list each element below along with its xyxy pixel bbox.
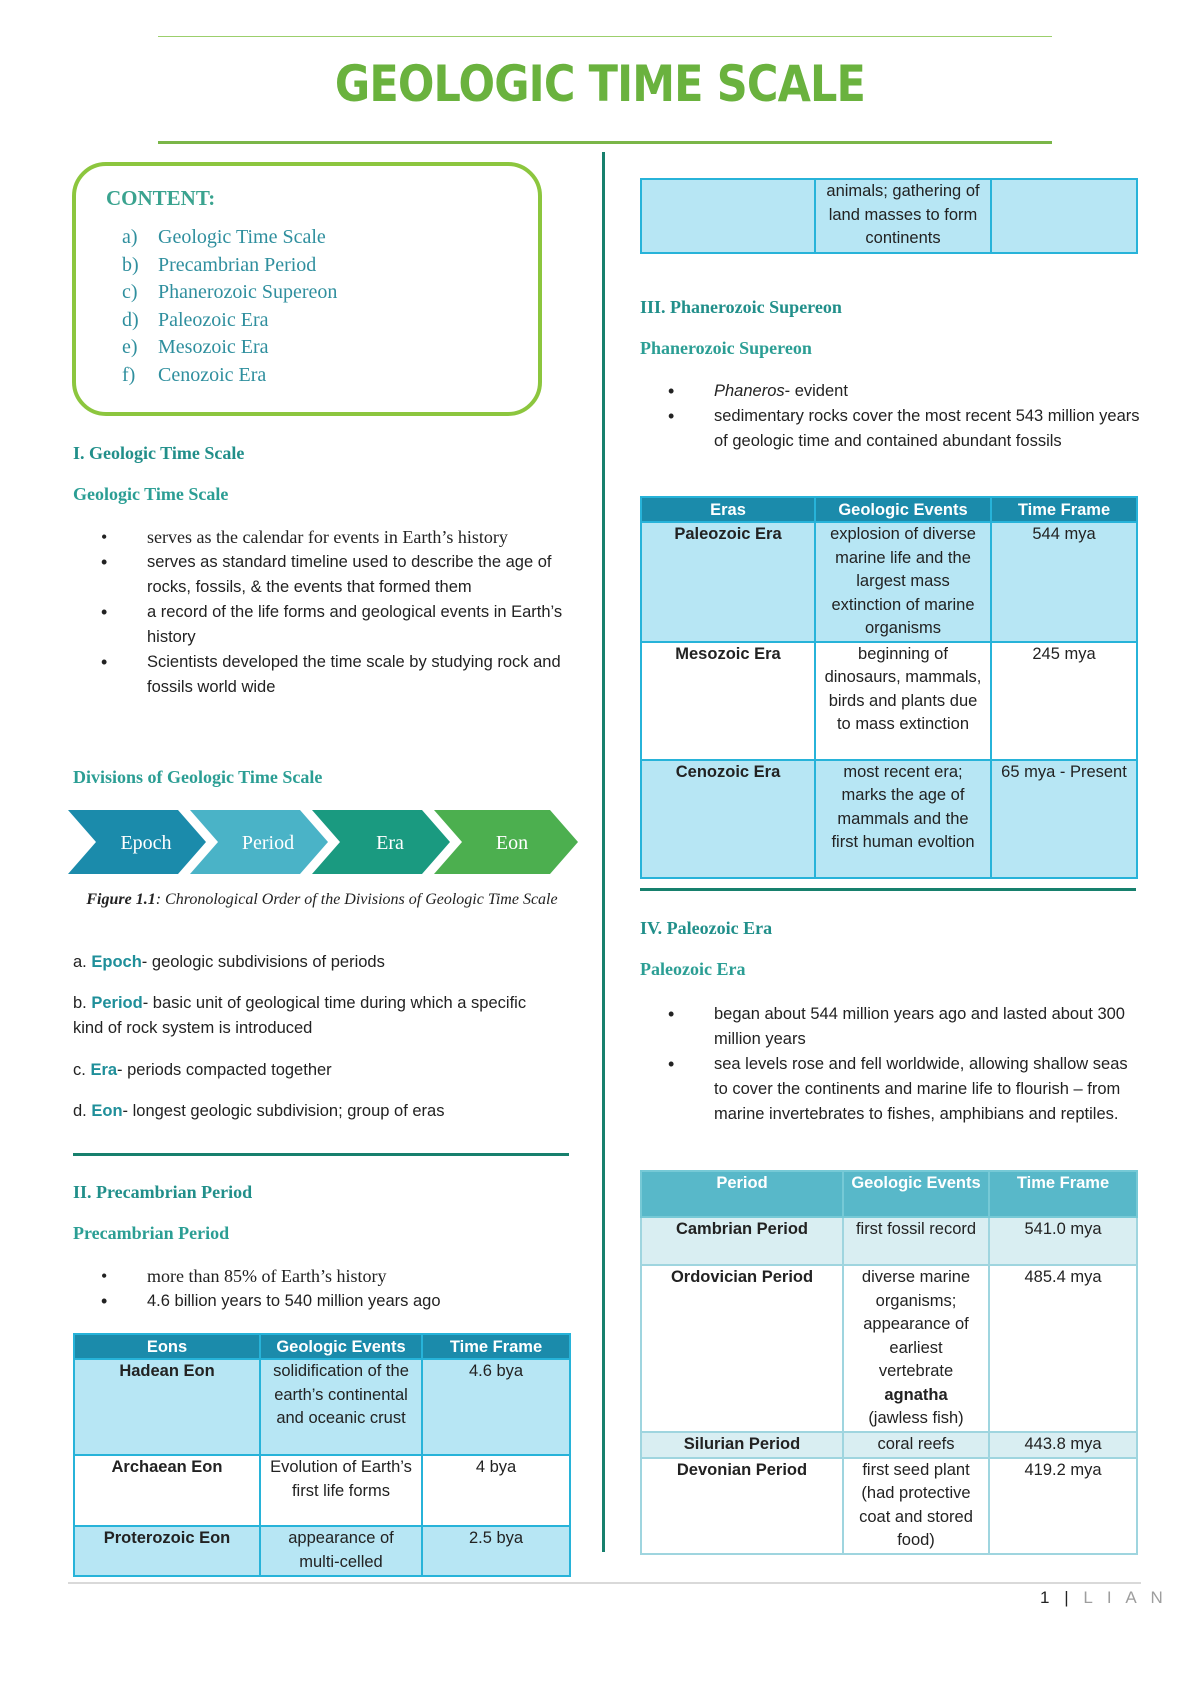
table-row	[641, 522, 1137, 642]
chevron-label-eon: Eon	[495, 832, 529, 854]
section-1-subheading: Geologic Time Scale	[73, 484, 229, 504]
section-2-bullets	[73, 1264, 583, 1314]
table-cell: Cambrian Period	[641, 1217, 843, 1265]
table-cell	[843, 1265, 989, 1432]
section-3-bullets	[640, 379, 1140, 454]
table-row	[641, 642, 1137, 760]
section-2-subheading: Precambrian Period	[73, 1223, 230, 1243]
table-row	[74, 1455, 570, 1526]
table-cell: 544 mya	[991, 522, 1137, 642]
section-2-heading: II. Precambrian Period	[73, 1182, 253, 1202]
top-rule	[158, 36, 1052, 37]
ordovician-events: diverse marine organisms; appearance of earliest vertebrate	[861, 1268, 971, 1380]
page-footer	[1040, 1588, 1168, 1608]
page-title: GEOLOGIC TIME SCALE	[334, 55, 866, 113]
definition-period: b. Period- basic unit of geological time during which a specific kind of rock system is introduced	[73, 994, 527, 1037]
table-cell: 419.2 mya	[989, 1458, 1137, 1554]
bullet-item: • more than 85% of Earth’s history	[73, 1264, 583, 1289]
table-cell: Silurian Period	[641, 1432, 843, 1458]
table-cell: Ordovician Period	[641, 1265, 843, 1432]
table-cell: 65 mya - Present	[991, 760, 1137, 878]
table-row	[641, 1458, 1137, 1554]
footer-signature: L I A N	[1083, 1588, 1168, 1607]
table-header-row	[74, 1334, 570, 1359]
table-cell	[991, 179, 1137, 253]
content-list	[122, 226, 337, 391]
table-cell: 245 mya	[991, 642, 1137, 760]
eons-table	[73, 1333, 571, 1577]
content-item[interactable]: c) Phanerozoic Supereon	[122, 281, 338, 303]
bullet-item: • 4.6 billion years to 540 million years ago	[73, 1289, 583, 1314]
section-1-heading: I. Geologic Time Scale	[73, 443, 245, 463]
table-row	[641, 1432, 1137, 1458]
bullet-item: • Scientists developed the time scale by studying rock and fossils world wide	[73, 650, 583, 700]
table-cell: solidification of the earth’s continental and oceanic crust	[260, 1359, 422, 1455]
divisions-chevron-diagram	[68, 810, 580, 874]
section-3-heading: III. Phanerozoic Supereon	[640, 297, 842, 317]
section-divider	[73, 1153, 569, 1156]
bullet-item: • serves as the calendar for events in Earth’s history	[73, 525, 583, 550]
table-row	[641, 1217, 1137, 1265]
eons-table-continued	[640, 178, 1138, 254]
title-underline	[158, 141, 1052, 144]
table-row	[74, 1526, 570, 1576]
table-cell: 4.6 bya	[422, 1359, 570, 1455]
table-header: Period	[641, 1171, 843, 1217]
content-box	[72, 162, 542, 416]
phaneros-term: Phaneros	[714, 382, 785, 400]
table-header: Time Frame	[989, 1171, 1137, 1217]
table-cell: beginning of dinosaurs, mammals, birds and plants due to mass extinction	[815, 642, 991, 760]
table-cell: animals; gathering of land masses to form continents	[815, 179, 991, 253]
ordovician-agnatha: agnatha	[884, 1385, 948, 1404]
section-divider	[640, 888, 1136, 891]
footer-separator: |	[1064, 1588, 1074, 1607]
section-4-subheading: Paleozoic Era	[640, 959, 746, 979]
content-item[interactable]: f) Cenozoic Era	[122, 363, 267, 386]
table-header-row	[641, 497, 1137, 522]
content-item[interactable]: d) Paleozoic Era	[122, 308, 269, 331]
figure-caption	[72, 888, 572, 911]
table-header: Time Frame	[422, 1334, 570, 1359]
table-cell: Evolution of Earth’s first life forms	[260, 1455, 422, 1526]
section-4-bullets	[640, 1002, 1145, 1127]
table-cell: most recent era; marks the age of mammals and the first human evoltion	[815, 760, 991, 878]
content-item[interactable]: a) Geologic Time Scale	[122, 226, 326, 248]
ordovician-jawless: (jawless fish)	[868, 1409, 964, 1427]
divisions-heading: Divisions of Geologic Time Scale	[73, 767, 323, 787]
table-cell: first seed plant (had protective coat and stored food)	[843, 1458, 989, 1554]
bullet-item: • began about 544 million years ago and lasted about 300 million years	[640, 1002, 1145, 1052]
table-cell: 443.8 mya	[989, 1432, 1137, 1458]
table-cell: coral reefs	[843, 1432, 989, 1458]
table-header-row	[641, 1171, 1137, 1217]
table-cell: Paleozoic Era	[641, 522, 815, 642]
bullet-item: • sedimentary rocks cover the most recent 543 million years of geologic time and contained abundant fossils	[640, 404, 1140, 454]
table-header: Geologic Events	[815, 497, 991, 522]
page-number: 1	[1040, 1588, 1055, 1607]
table-cell: 541.0 mya	[989, 1217, 1137, 1265]
table-cell: 485.4 mya	[989, 1265, 1137, 1432]
table-cell: Archaean Eon	[74, 1455, 260, 1526]
table-cell: 4 bya	[422, 1455, 570, 1526]
definition-era: c. Era- periods compacted together	[73, 1061, 332, 1079]
table-row	[641, 1265, 1137, 1432]
table-cell: appearance of multi-celled	[260, 1526, 422, 1576]
table-row	[74, 1359, 570, 1455]
table-header: Geologic Events	[260, 1334, 422, 1359]
chevron-label-period: Period	[241, 832, 295, 854]
figure-caption-text: : Chronological Order of the Divisions of Geologic Time Scale	[155, 891, 558, 908]
bullet-item: • Phaneros- evident	[640, 379, 1140, 404]
bullet-item: • sea levels rose and fell worldwide, allowing shallow seas to cover the continents and marine life to flourish – from marine invertebrates to fishes, amphibians and reptiles.	[640, 1052, 1145, 1127]
table-cell: Mesozoic Era	[641, 642, 815, 760]
section-1-bullets	[73, 525, 583, 700]
chevron-label-epoch: Epoch	[120, 832, 172, 854]
table-row	[641, 179, 1137, 253]
table-cell: Cenozoic Era	[641, 760, 815, 878]
table-header: Eons	[74, 1334, 260, 1359]
table-cell: explosion of diverse marine life and the largest mass extinction of marine organisms	[815, 522, 991, 642]
content-item[interactable]: e) Mesozoic Era	[122, 336, 269, 358]
table-cell: Proterozoic Eon	[74, 1526, 260, 1576]
content-heading: CONTENT:	[106, 186, 216, 210]
table-header: Time Frame	[991, 497, 1137, 522]
bullet-item: • serves as standard timeline used to describe the age of rocks, fossils, & the events that formed them	[73, 550, 583, 600]
table-cell: 2.5 bya	[422, 1526, 570, 1576]
definition-epoch: a. Epoch- geologic subdivisions of periods	[73, 953, 385, 971]
section-3-subheading: Phanerozoic Supereon	[640, 338, 812, 358]
figure-label: Figure 1.1	[86, 891, 156, 908]
eras-table	[640, 496, 1138, 879]
table-cell: first fossil record	[843, 1217, 989, 1265]
table-cell: Hadean Eon	[74, 1359, 260, 1455]
content-item[interactable]: b) Precambrian Period	[122, 253, 317, 276]
table-header: Eras	[641, 497, 815, 522]
bullet-item: • a record of the life forms and geological events in Earth’s history	[73, 600, 583, 650]
table-cell	[641, 179, 815, 253]
section-4-heading: IV. Paleozoic Era	[640, 918, 773, 938]
definition-eon: d. Eon- longest geologic subdivision; group of eras	[73, 1102, 445, 1120]
table-header: Geologic Events	[843, 1171, 989, 1217]
table-row	[641, 760, 1137, 878]
footer-rule	[68, 1582, 1141, 1584]
table-cell: Devonian Period	[641, 1458, 843, 1554]
column-divider	[602, 152, 605, 1552]
periods-table	[640, 1170, 1138, 1555]
chevron-label-era: Era	[376, 832, 404, 854]
